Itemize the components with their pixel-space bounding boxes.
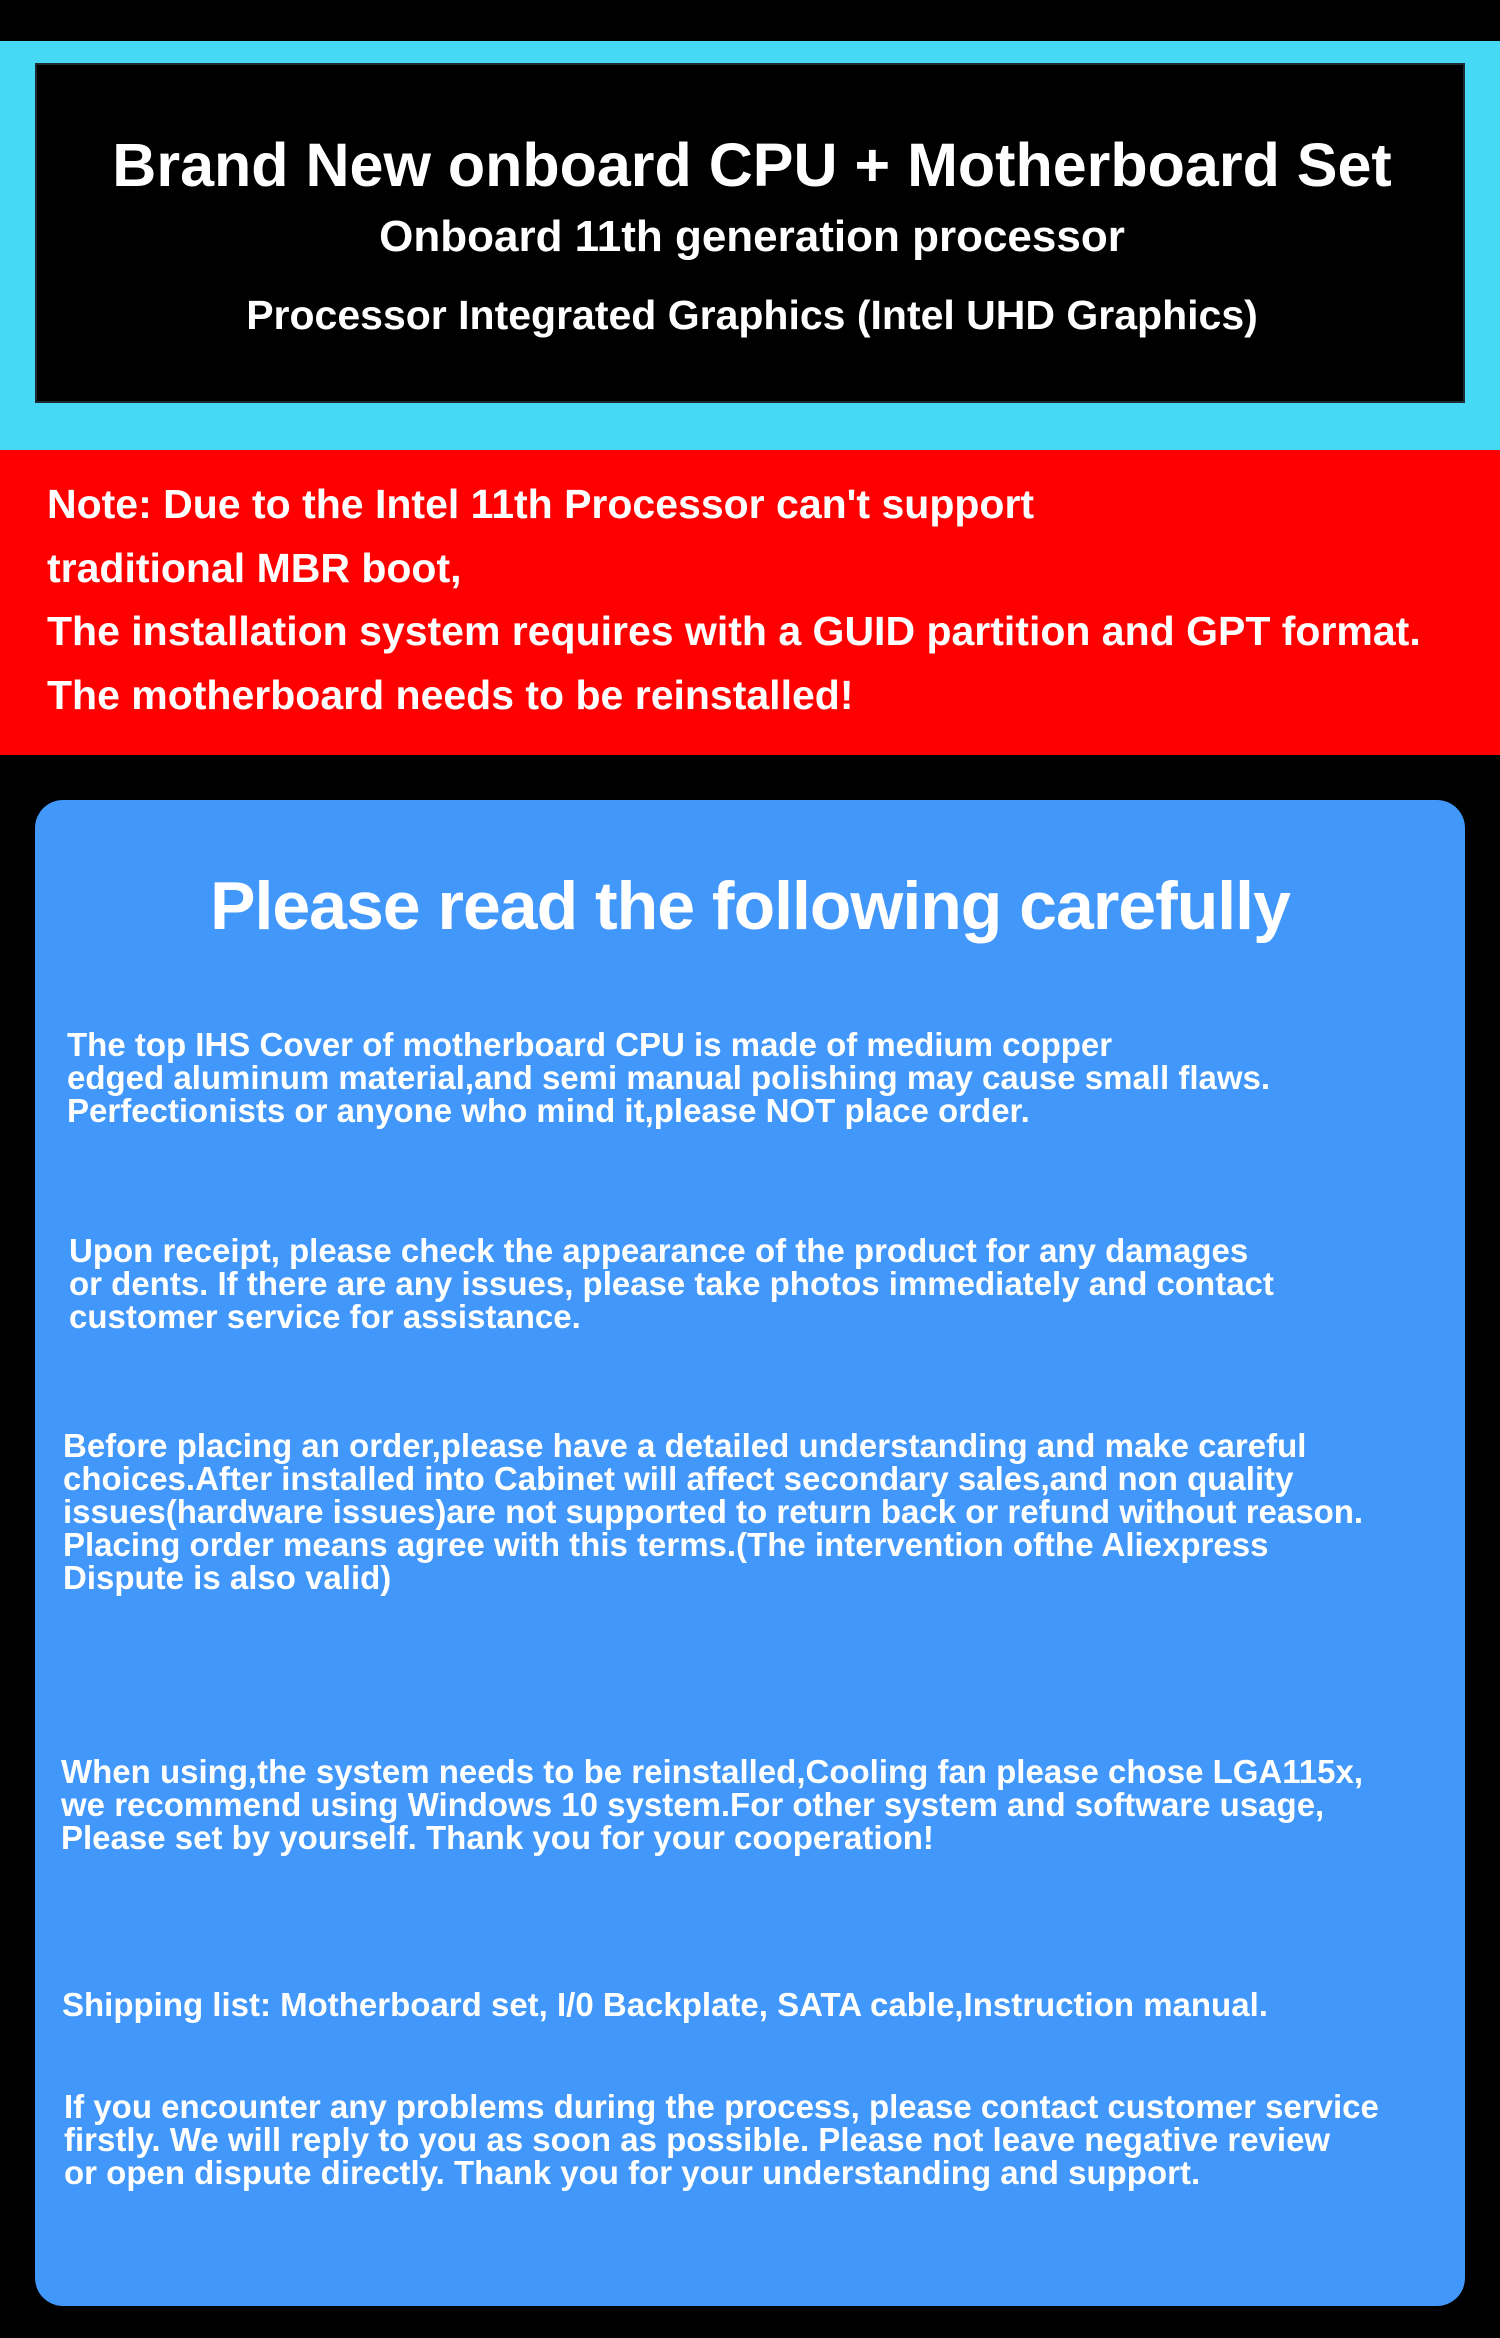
paragraph-order-terms [63, 1419, 1364, 1596]
paragraph-line: or open dispute directly. Thank you for your understanding and support. [64, 2154, 1201, 2191]
panel-heading: Please read the following carefully [210, 868, 1290, 944]
paragraph-line: Shipping list: Motherboard set, I/0 Backplate, SATA cable,Instruction manual. [62, 1986, 1268, 2023]
paragraph-line: Placing order means agree with this terms.(The intervention ofthe Aliexpress [63, 1526, 1269, 1563]
paragraph-ihs-cover [67, 1016, 1271, 1129]
header-box [35, 63, 1465, 403]
note-line: The motherboard needs to be reinstalled! [47, 672, 854, 718]
paragraph-line: firstly. We will reply to you as soon as possible. Please not leave negative review [64, 2121, 1331, 2158]
paragraph-line: or dents. If there are any issues, please take photos immediately and contact [69, 1265, 1274, 1302]
paragraph-line: When using,the system needs to be reinstalled,Cooling fan please chose LGA115x, [61, 1753, 1364, 1790]
paragraph-line: If you encounter any problems during the process, please contact customer service [64, 2088, 1379, 2125]
paragraph-line: Please set by yourself. Thank you for your cooperation! [61, 1819, 934, 1856]
paragraph-contact-support [64, 2077, 1379, 2191]
paragraph-line: edged aluminum material,and semi manual polishing may cause small flaws. [67, 1059, 1271, 1096]
paragraph-line: we recommend using Windows 10 system.For other system and software usage, [61, 1786, 1325, 1823]
header-subtitle-graphics: Processor Integrated Graphics (Intel UHD Graphics) [246, 292, 1258, 338]
header-subtitle-processor: Onboard 11th generation processor [379, 212, 1125, 261]
paragraph-line: choices.After installed into Cabinet will affect secondary sales,and non quality [63, 1460, 1294, 1497]
note-line: Note: Due to the Intel 11th Processor can't support [47, 481, 1035, 527]
paragraph-line: customer service for assistance. [69, 1298, 581, 1335]
paragraph-line: Upon receipt, please check the appearance of the product for any damages [69, 1232, 1249, 1269]
note-line: traditional MBR boot, [47, 545, 462, 591]
paragraph-system-usage [61, 1742, 1364, 1856]
paragraph-line: Dispute is also valid) [63, 1559, 392, 1596]
page-title: Brand New onboard CPU + Motherboard Set [112, 131, 1392, 199]
paragraph-line: Before placing an order,please have a detailed understanding and make careful [63, 1427, 1307, 1464]
note-banner [0, 450, 1500, 755]
info-panel [35, 800, 1465, 2306]
note-line: The installation system requires with a GUID partition and GPT format. [47, 608, 1421, 654]
header-banner [0, 41, 1500, 450]
paragraph-line: Perfectionists or anyone who mind it,please NOT place order. [67, 1092, 1030, 1129]
paragraph-receipt-check [69, 1224, 1274, 1335]
paragraph-line: issues(hardware issues)are not supported to return back or refund without reason. [63, 1493, 1364, 1530]
paragraph-line: The top IHS Cover of motherboard CPU is made of medium copper [67, 1026, 1113, 1063]
paragraph-shipping-list [62, 1976, 1268, 2023]
